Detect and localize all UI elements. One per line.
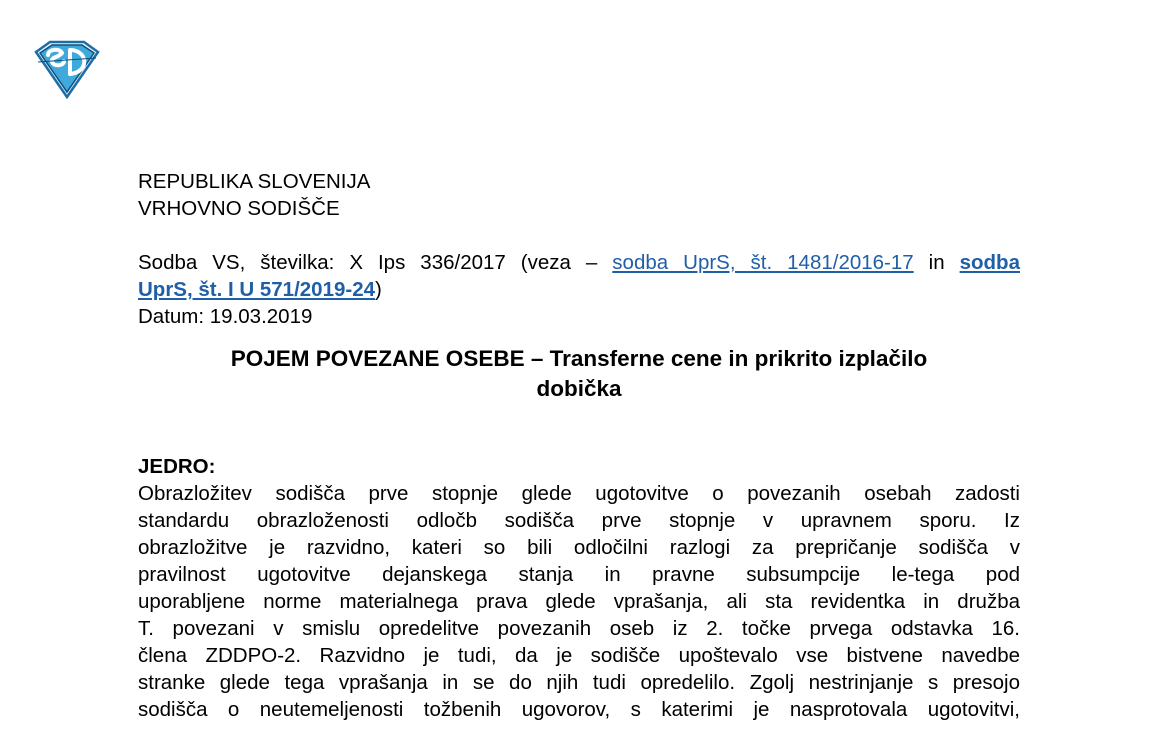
- document-body: [138, 168, 1020, 723]
- page-title: POJEM POVEZANE OSEBE – Transferne cene in prikrito izplačilo dobička: [230, 346, 928, 401]
- case-link-571-part1[interactable]: sodba: [959, 251, 1020, 274]
- decision-date: Datum: 19.03.2019: [138, 305, 313, 328]
- republic-heading: REPUBLIKA SLOVENIJA: [138, 170, 371, 193]
- jedro-line: T. povezani v smislu opredelitve povezanih oseb iz 2. točke prvega odstavka 16.: [138, 617, 1020, 640]
- jedro-line: uporabljene norme materialnega prava glede vprašanja, ali sta revidentka in družba: [138, 590, 1020, 613]
- case-link-571-part2[interactable]: UprS, št. I U 571/2019-24: [138, 278, 376, 301]
- case-reference-line-2: UprS, št. I U 571/2019-24): [138, 278, 382, 301]
- jedro-line: obrazložitve je razvidno, kateri so bili odločilni razlogi za prepričanje sodišča v: [138, 536, 1020, 559]
- case-reference-line-1: Sodba VS, številka: X Ips 336/2017 (veza – sodba UprS, št. 1481/2016-17 in sodba: [138, 251, 1020, 274]
- jedro-line: sodišča o neutemeljenosti tožbenih ugovorov, s katerimi je nasprotovala ugotovitvi,: [138, 698, 1020, 721]
- jedro-label: JEDRO:: [138, 455, 216, 478]
- jedro-line: pravilnost ugotovitve dejanskega stanja in pravne subsumpcije le-tega pod: [138, 563, 1020, 586]
- court-heading: VRHOVNO SODIŠČE: [138, 197, 340, 220]
- jedro-paragraph: [138, 480, 1020, 723]
- jedro-line: stranke glede tega vprašanja in se do njih tudi opredelilo. Zgolj nestrinjanje s presojo: [138, 671, 1020, 694]
- jedro-line: člena ZDDPO-2. Razvidno je tudi, da je sodišče upoštevalo vse bistvene navedbe: [138, 644, 1020, 667]
- jedro-line: standardu obrazloženosti odločb sodišča prve stopnje v upravnem sporu. Iz: [138, 509, 1020, 532]
- jedro-line: Obrazložitev sodišča prve stopnje glede ugotovitve o povezanih osebah zadosti: [138, 482, 1020, 505]
- case-link-1481[interactable]: sodba UprS, št. 1481/2016-17: [612, 251, 914, 274]
- court-logo: [30, 40, 104, 100]
